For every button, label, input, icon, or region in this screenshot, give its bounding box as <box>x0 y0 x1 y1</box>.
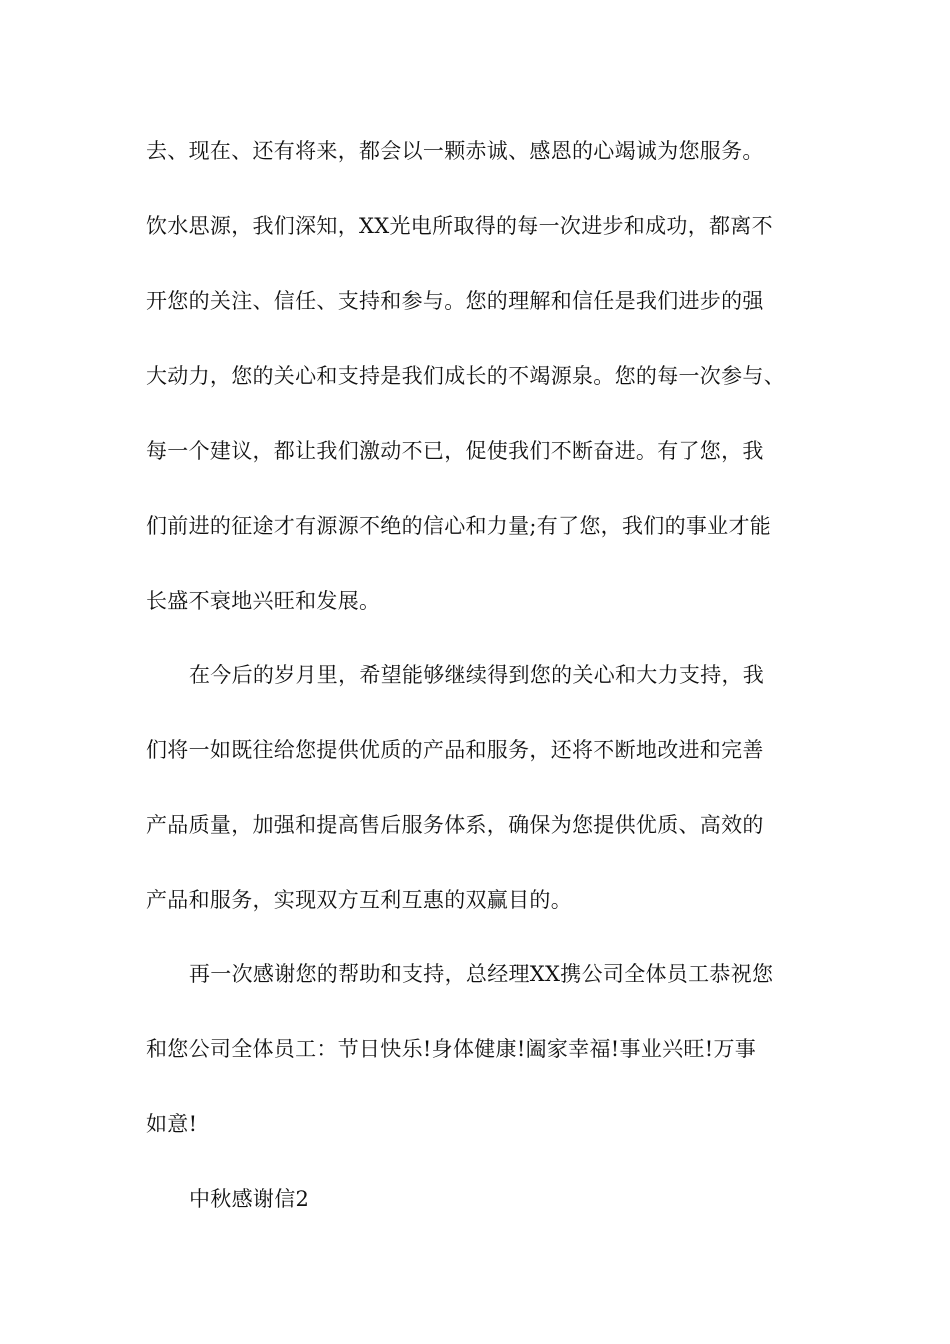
paragraph-3-line-1: 再一次感谢您的帮助和支持，总经理XX携公司全体员工恭祝您 <box>189 962 774 986</box>
paragraph-3-line-3: 如意! <box>146 1112 198 1136</box>
text-line-4: 大动力，您的关心和支持是我们成长的不竭源泉。您的每一次参与、 <box>146 364 785 388</box>
paragraph-2-line-1: 在今后的岁月里，希望能够继续得到您的关心和大力支持，我 <box>189 663 765 687</box>
paragraph-3-line-2: 和您公司全体员工：节日快乐!身体健康!阖家幸福!事业兴旺!万事 <box>146 1037 757 1061</box>
text-line-5: 每一个建议，都让我们激动不已，促使我们不断奋进。有了您，我 <box>146 439 764 463</box>
paragraph-2-line-2: 们将一如既往给您提供优质的产品和服务，还将不断地改进和完善 <box>146 738 764 762</box>
text-line-6: 们前进的征途才有源源不绝的信心和力量;有了您，我们的事业才能 <box>146 514 772 538</box>
paragraph-2-line-3: 产品质量，加强和提高售后服务体系，确保为您提供优质、高效的 <box>146 813 764 837</box>
paragraph-2-line-4: 产品和服务，实现双方互利互惠的双赢目的。 <box>146 888 572 912</box>
section-title: 中秋感谢信2 <box>189 1187 310 1211</box>
text-line-3: 开您的关注、信任、支持和参与。您的理解和信任是我们进步的强 <box>146 289 764 313</box>
text-line-7: 长盛不衰地兴旺和发展。 <box>146 589 381 613</box>
text-line-1: 去、现在、还有将来，都会以一颗赤诚、感恩的心竭诚为您服务。 <box>146 139 764 163</box>
text-line-2: 饮水思源，我们深知，XX光电所取得的每一次进步和成功，都离不 <box>146 214 773 238</box>
